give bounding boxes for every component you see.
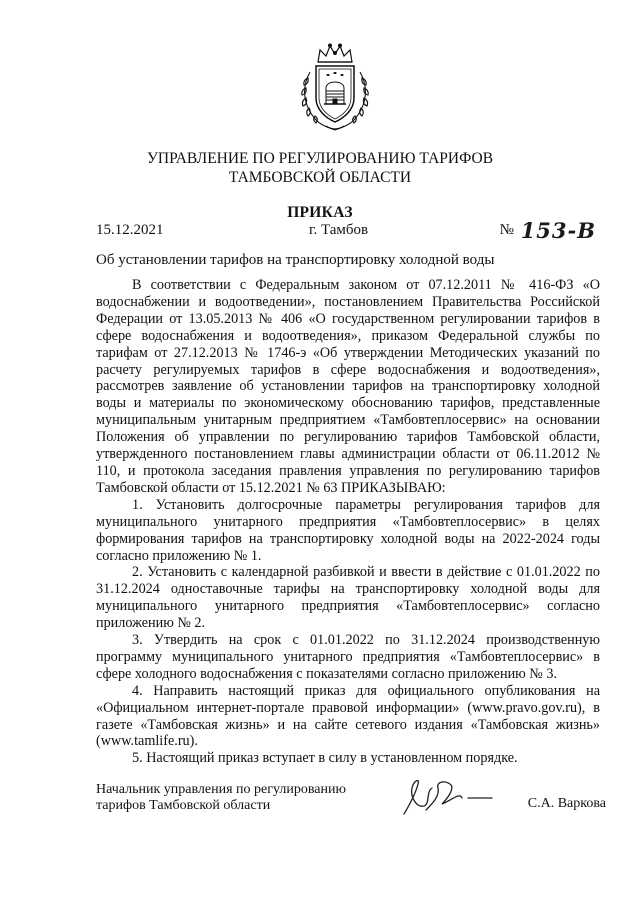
signatory-name: С.А. Варкова (527, 796, 606, 811)
handwritten-number: 153-В (520, 218, 596, 243)
org-line-2: ТАМБОВСКОЙ ОБЛАСТИ (228, 169, 412, 186)
document-subject: Об установлении тарифов на транспортировку холодной воды (96, 252, 495, 268)
org-line-1: УПРАВЛЕНИЕ ПО РЕГУЛИРОВАНИЮ ТАРИФОВ (146, 150, 494, 167)
order-item-4: 4. Направить настоящий приказ для официального опубликования на «Официальном интернет-портале правовой информации» (www.pravo.gov.ru), в газете «Тамбовская жизнь» и на сайте сетевого издания «Тамбовская жизнь» (www.tamlife.ru). (96, 682, 600, 750)
document-body (96, 277, 600, 767)
document-type: ПРИКАЗ (287, 204, 353, 221)
handwritten-signature-icon (396, 774, 506, 822)
preamble-paragraph: В соответствии с Федеральным законом от 07.12.2011 № 416-ФЗ «О водоснабжении и водоотведении», постановлением Правительства Российской Федерации от 13.05.2013 № 406 «О государственном регулировании тарифов в сфере водоснабжения и водоотведения», приказом Федеральной службы по тарифам от 27.12.2013 № 1746-э «Об утверждении Методических указаний по расчету регулируемых тарифов в сфере водоснабжения и водоотведения», рассмотрев заявление об установлении тарифов на транспортировку холодной воды и материалы по экономическому обоснованию тарифов, представленные муниципальным унитарным предприятием «Тамбовтеплосервис» на основании Положения об управлении по регулированию тарифов Тамбовской области, утвержденного постановлением главы администрации области от 06.11.2012 № 110, и протокола заседания правления управления по регулированию тарифов Тамбовской области от 15.12.2021 № 63 ПРИКАЗЫВАЮ: (96, 277, 600, 496)
document-city: г. Тамбов (309, 222, 369, 238)
position-line-1: Начальник управления по регулированию (96, 782, 346, 797)
order-item-5: 5. Настоящий приказ вступает в силу в установленном порядке. (132, 750, 518, 767)
tambov-coat-of-arms-icon (296, 42, 374, 132)
order-item-3: 3. Утвердить на срок с 01.01.2022 по 31.12.2024 производственную программу муниципального унитарного предприятия «Тамбовтеплосервис» в сфере холодного водоснабжения с показателями согласно приложению № 3. (96, 632, 600, 682)
order-item-2: 2. Установить с календарной разбивкой и ввести в действие с 01.01.2022 по 31.12.2024 одноставочные тарифы на транспортировку холодной воды для муниципального унитарного предприятия «Тамбовтеплосервис» согласно приложению № 2. (96, 564, 600, 632)
signature-block (96, 782, 606, 822)
number-sign: № (499, 222, 514, 238)
document-number (500, 218, 596, 243)
position-line-2: тарифов Тамбовской области (96, 798, 271, 813)
organization-name (0, 149, 640, 187)
order-item-1: 1. Установить долгосрочные параметры регулирования тарифов для муниципального унитарного предприятия «Тамбовтеплосервис» в целях формирования тарифов на транспортировку холодной воды на 2022-2024 годы согласно приложению № 1. (96, 496, 600, 564)
document-meta (96, 218, 596, 246)
signatory-position (96, 782, 346, 814)
document-date: 15.12.2021 (96, 222, 164, 238)
